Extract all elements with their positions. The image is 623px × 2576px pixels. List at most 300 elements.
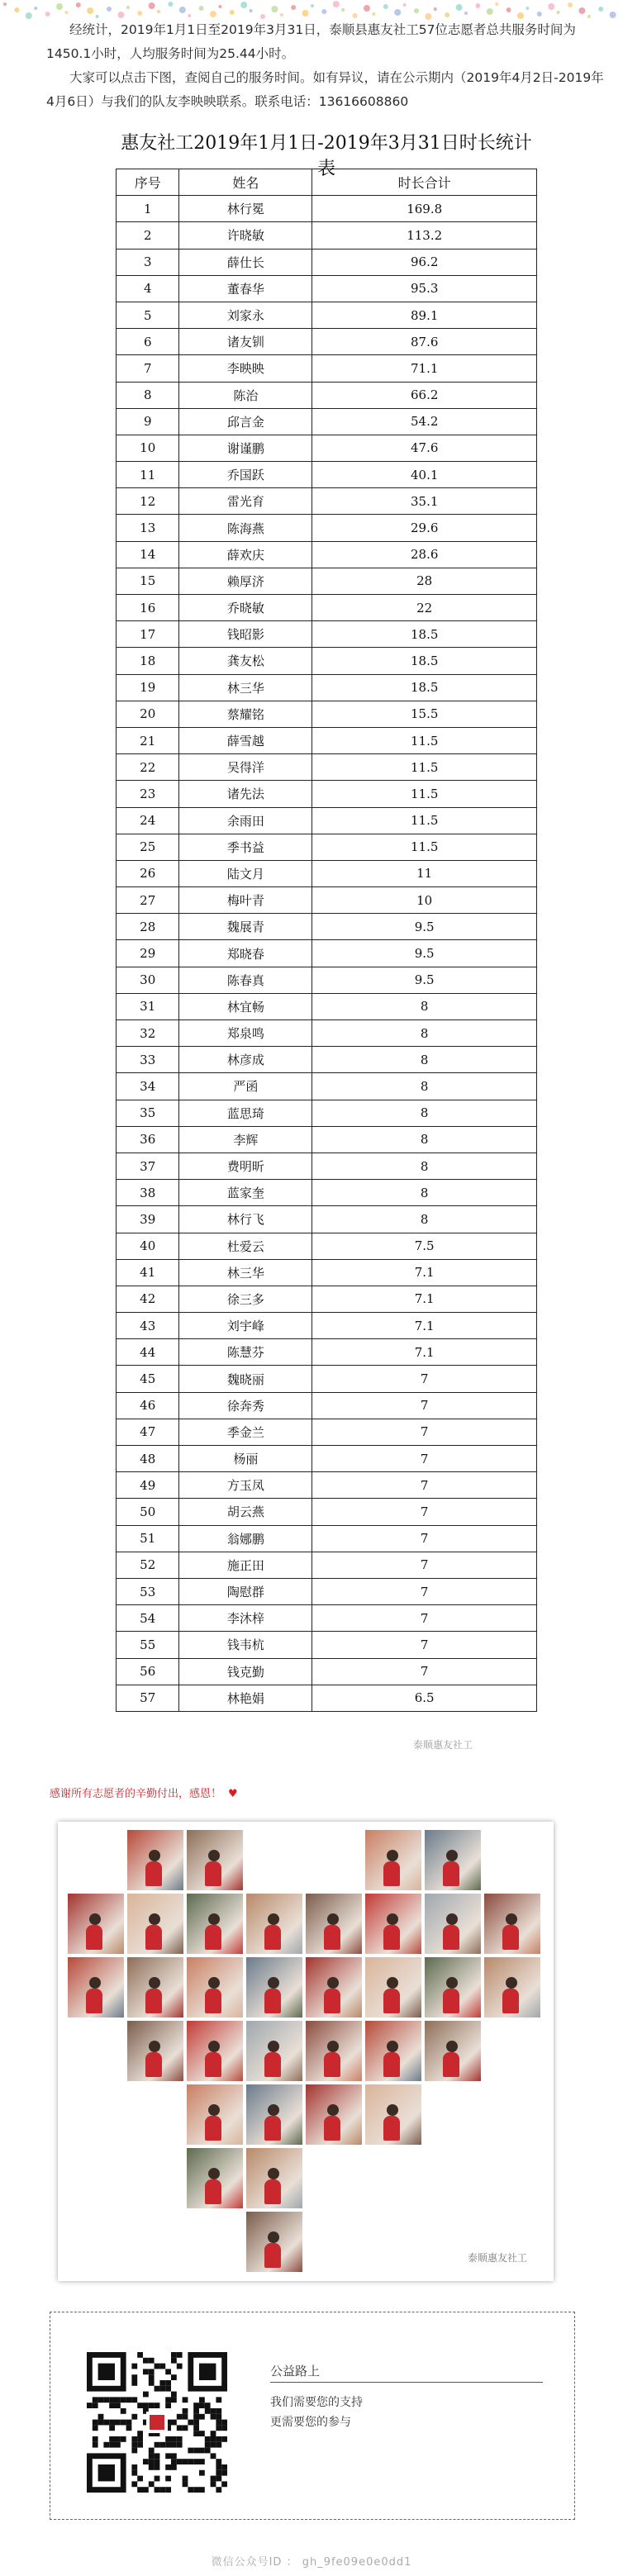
cell-index: 15: [117, 568, 179, 594]
cell-hours: 28.6: [312, 541, 537, 568]
table-row: [117, 595, 537, 621]
confetti-dot: [434, 7, 437, 11]
person-figure-head: [268, 1977, 279, 1989]
person-figure-head: [268, 2104, 279, 2116]
qr-module: [131, 2380, 137, 2386]
photo-tile[interactable]: [425, 1830, 481, 1890]
photo-tile[interactable]: [127, 1894, 183, 1954]
cell-index: 30: [117, 967, 179, 993]
person-figure-head: [268, 2041, 279, 2052]
table-row: [117, 275, 537, 302]
stats-sheet[interactable]: [116, 124, 537, 1745]
cell-hours: 7: [312, 1605, 537, 1632]
table-row: [117, 488, 537, 515]
cell-name: 诸先法: [179, 781, 312, 807]
confetti-dot: [291, 5, 296, 10]
table-row: [117, 462, 537, 488]
cell-index: 8: [117, 382, 179, 408]
heart-icon: ♥: [228, 1788, 238, 1800]
table-row: [117, 1180, 537, 1206]
table-row: [117, 1552, 537, 1578]
cell-index: 46: [117, 1392, 179, 1419]
photo-tile[interactable]: [246, 2084, 302, 2145]
qr-module: [131, 2470, 137, 2476]
qr-module: [205, 2442, 211, 2448]
qr-module: [155, 2476, 160, 2482]
person-figure-body: [443, 2052, 459, 2077]
photo-tile[interactable]: [306, 2021, 362, 2081]
qr-module: [143, 2369, 149, 2374]
cell-index: 26: [117, 860, 179, 886]
qr-module: [221, 2470, 227, 2476]
cell-name: 林行飞: [179, 1206, 312, 1233]
cell-hours: 71.1: [312, 355, 537, 382]
person-figure-body: [502, 1925, 519, 1950]
cell-index: 25: [117, 834, 179, 860]
photo-tile[interactable]: [187, 2148, 243, 2208]
qr-module: [211, 2476, 216, 2482]
cell-index: 27: [117, 887, 179, 914]
qr-module: [193, 2420, 199, 2426]
confetti-dot: [26, 12, 32, 19]
qr-module: [193, 2414, 199, 2420]
photo-tile[interactable]: [365, 2021, 421, 2081]
confetti-dot: [578, 7, 585, 14]
cell-hours: 8: [312, 1073, 537, 1100]
person-figure-head: [327, 2041, 339, 2052]
qr-module: [183, 2481, 188, 2487]
photo-tile[interactable]: [187, 2084, 243, 2145]
table-row: [117, 1446, 537, 1472]
cell-index: 53: [117, 1578, 179, 1604]
table-row: [117, 382, 537, 408]
qr-module: [93, 2420, 98, 2426]
cell-hours: 11.5: [312, 781, 537, 807]
photo-tile[interactable]: [365, 1830, 421, 1890]
cell-index: 3: [117, 249, 179, 275]
qr-module: [221, 2420, 227, 2426]
qr-module: [221, 2425, 227, 2431]
qr-module: [131, 2414, 137, 2420]
cell-hours: 11.5: [312, 807, 537, 834]
confetti-dot: [117, 12, 124, 18]
person-figure-body: [86, 1925, 102, 1950]
qr-module: [165, 2442, 171, 2448]
cell-hours: 8: [312, 1206, 537, 1233]
person-figure-body: [264, 1925, 281, 1950]
qr-module: [183, 2459, 188, 2464]
cell-name: 林宜畅: [179, 993, 312, 1019]
person-figure-body: [443, 1989, 459, 2013]
person-figure-head: [327, 2104, 339, 2116]
intro-paragraph-2: 大家可以点击下图，查阅自己的服务时间。如有异议，请在公示期内（2019年4月2日-2019年4月6日）与我们的队友李映映联系。联系电话：13616608860: [46, 70, 604, 109]
cell-index: 10: [117, 435, 179, 461]
qr-module: [193, 2431, 199, 2436]
person-figure-body: [205, 1989, 221, 2013]
cell-name: 董春华: [179, 275, 312, 302]
person-figure-body: [205, 2179, 221, 2204]
person-figure-body: [264, 2179, 281, 2204]
person-figure-body: [86, 1989, 102, 2013]
qr-module: [193, 2403, 199, 2408]
cell-name: 余雨田: [179, 807, 312, 834]
photo-tile[interactable]: [425, 1894, 481, 1954]
cell-hours: 7: [312, 1525, 537, 1552]
cell-name: 薛仕长: [179, 249, 312, 275]
qr-module: [216, 2487, 221, 2493]
person-figure-body: [383, 1989, 400, 2013]
qr-module: [155, 2464, 160, 2470]
qr-module: [121, 2408, 126, 2414]
person-figure-body: [264, 2116, 281, 2141]
person-figure-head: [387, 2104, 398, 2116]
qr-module: [159, 2386, 165, 2392]
cell-name: 蔡耀铭: [179, 701, 312, 727]
cell-hours: 89.1: [312, 302, 537, 328]
table-row: [117, 408, 537, 435]
table-row: [117, 1233, 537, 1259]
photo-tile[interactable]: [365, 1957, 421, 2018]
qr-module: [188, 2459, 193, 2464]
confetti-dot: [218, 5, 221, 8]
qr-module: [93, 2403, 98, 2408]
qr-module: [211, 2453, 216, 2459]
cell-name: 陈海燕: [179, 515, 312, 541]
photo-tile[interactable]: [425, 2021, 481, 2081]
qr-module: [177, 2436, 183, 2442]
cell-index: 56: [117, 1658, 179, 1685]
cell-index: 47: [117, 1419, 179, 1445]
slogan-title: 公益路上: [270, 2364, 321, 2379]
person-figure-head: [149, 1850, 160, 1861]
cell-index: 51: [117, 1525, 179, 1552]
qr-module: [143, 2487, 149, 2493]
cell-index: 18: [117, 648, 179, 674]
photo-tile[interactable]: [484, 1957, 540, 2018]
cell-index: 33: [117, 1047, 179, 1073]
cell-name: 蓝家奎: [179, 1180, 312, 1206]
cell-name: 严函: [179, 1073, 312, 1100]
photo-tile[interactable]: [187, 2021, 243, 2081]
cell-index: 35: [117, 1100, 179, 1126]
cell-name: 杜爱云: [179, 1233, 312, 1259]
qr-module: [115, 2420, 121, 2426]
table-row: [117, 781, 537, 807]
cell-index: 32: [117, 1020, 179, 1047]
table-row: [117, 1073, 537, 1100]
cell-hours: 11: [312, 860, 537, 886]
confetti-dot: [137, 11, 142, 16]
photo-tile[interactable]: [68, 1894, 124, 1954]
table-row: [117, 1286, 537, 1312]
confetti-dot: [107, 7, 112, 12]
confetti-dot: [568, 2, 573, 7]
footer-card: [50, 2312, 575, 2520]
account-id: 微信公众号ID ： gh_9fe09e0e0dd1: [211, 2556, 412, 2569]
photo-heart-grid[interactable]: [58, 1822, 554, 2281]
qr-module: [216, 2420, 221, 2426]
qr-module: [109, 2436, 115, 2442]
qr-module: [216, 2436, 221, 2442]
cell-name: 徐奔秀: [179, 1392, 312, 1419]
cell-name: 钱克勤: [179, 1658, 312, 1685]
photo-tile[interactable]: [127, 2021, 183, 2081]
qr-module: [149, 2358, 155, 2364]
photo-tile[interactable]: [187, 1957, 243, 2018]
table-row: [117, 701, 537, 727]
qr-module: [121, 2420, 126, 2426]
cell-name: 雷光育: [179, 488, 312, 515]
cell-index: 36: [117, 1126, 179, 1153]
photo-tile[interactable]: [365, 2084, 421, 2145]
cell-hours: 96.2: [312, 249, 537, 275]
cell-hours: 7: [312, 1446, 537, 1472]
cell-index: 50: [117, 1499, 179, 1525]
qr-module: [149, 2369, 155, 2374]
table-row: [117, 1153, 537, 1179]
cell-index: 57: [117, 1685, 179, 1711]
person-figure-head: [327, 1977, 339, 1989]
photo-tile[interactable]: [187, 1830, 243, 1890]
qr-module: [131, 2442, 137, 2448]
photo-tile[interactable]: [306, 2084, 362, 2145]
qr-module: [188, 2487, 193, 2493]
photo-tile[interactable]: [246, 2021, 302, 2081]
photo-tile[interactable]: [127, 1830, 183, 1890]
cell-name: 薛欢庆: [179, 541, 312, 568]
qr-module: [98, 2397, 104, 2403]
person-figure-head: [506, 1913, 517, 1925]
cell-index: 20: [117, 701, 179, 727]
qr-module: [143, 2358, 149, 2364]
person-figure-head: [89, 1913, 101, 1925]
cell-index: 19: [117, 674, 179, 701]
qr-module: [211, 2442, 216, 2448]
person-figure-body: [145, 1925, 162, 1950]
qr-module: [126, 2397, 132, 2403]
table-row: [117, 1339, 537, 1366]
photo-tile[interactable]: [246, 2148, 302, 2208]
cell-index: 34: [117, 1073, 179, 1100]
cell-name: 徐三多: [179, 1286, 312, 1312]
qr-module: [171, 2453, 177, 2459]
qr-module: [205, 2436, 211, 2442]
person-figure-head: [149, 2041, 160, 2052]
qr-module: [177, 2425, 183, 2431]
cell-name: 陈春真: [179, 967, 312, 993]
person-figure-head: [208, 2104, 220, 2116]
cell-name: 胡云燕: [179, 1499, 312, 1525]
qr-module: [121, 2436, 126, 2442]
cell-hours: 87.6: [312, 329, 537, 355]
photo-tile[interactable]: [246, 1957, 302, 2018]
cell-hours: 66.2: [312, 382, 537, 408]
qr-module: [131, 2448, 137, 2454]
table-row: [117, 1632, 537, 1658]
qr-finder-core: [98, 2464, 115, 2481]
cell-hours: 8: [312, 1180, 537, 1206]
cell-hours: 7.1: [312, 1286, 537, 1312]
table-row: [117, 1392, 537, 1419]
qr-module: [171, 2397, 177, 2403]
cell-index: 48: [117, 1446, 179, 1472]
cell-index: 52: [117, 1552, 179, 1578]
qr-code[interactable]: [87, 2352, 227, 2493]
cell-index: 17: [117, 621, 179, 648]
qr-module: [171, 2420, 177, 2426]
qr-module: [103, 2420, 109, 2426]
confetti-dot: [302, 10, 309, 17]
confetti-dot: [403, 3, 407, 7]
qr-module: [149, 2453, 155, 2459]
person-figure-body: [383, 2116, 400, 2141]
qr-module: [159, 2380, 165, 2386]
table-row: [117, 1525, 537, 1552]
cell-index: 7: [117, 355, 179, 382]
table-row: [117, 1419, 537, 1445]
confetti-dot: [610, 12, 616, 18]
confetti-dot: [64, 11, 68, 14]
person-figure-body: [383, 1925, 400, 1950]
cell-name: 杨丽: [179, 1446, 312, 1472]
cell-index: 29: [117, 940, 179, 967]
cell-hours: 7.1: [312, 1259, 537, 1286]
photo-tile[interactable]: [187, 1894, 243, 1954]
table-row: [117, 674, 537, 701]
cell-name: 林行冕: [179, 196, 312, 222]
confetti-dot: [414, 8, 419, 13]
qr-module: [131, 2481, 137, 2487]
confetti-dot: [383, 4, 388, 9]
stats-table-header-row: [117, 169, 537, 196]
qr-module: [165, 2380, 171, 2386]
qr-module: [183, 2425, 188, 2431]
qr-module: [131, 2464, 137, 2470]
qr-module: [199, 2448, 205, 2454]
thanks-text: 感谢所有志愿者的辛勤付出，感恩！: [50, 1788, 222, 1800]
table-row: [117, 1685, 537, 1711]
table-row: [117, 1020, 537, 1047]
cell-index: 40: [117, 1233, 179, 1259]
qr-module: [137, 2487, 143, 2493]
confetti-dot: [188, 14, 191, 17]
photo-tile[interactable]: [127, 1957, 183, 2018]
cell-hours: 8: [312, 1153, 537, 1179]
photo-tile[interactable]: [484, 1894, 540, 1954]
cell-index: 23: [117, 781, 179, 807]
qr-module: [216, 2459, 221, 2464]
confetti-dot: [548, 3, 554, 10]
person-figure-head: [268, 1913, 279, 1925]
photo-tile[interactable]: [365, 1894, 421, 1954]
table-row: [117, 621, 537, 648]
qr-module: [216, 2397, 221, 2403]
qr-module: [165, 2476, 171, 2482]
confetti-dot: [179, 7, 186, 13]
header-hours: 时长合计: [312, 169, 537, 196]
table-watermark: 泰顺惠友社工: [413, 1739, 473, 1751]
cell-hours: 22: [312, 595, 537, 621]
cell-name: 陈治: [179, 382, 312, 408]
qr-module: [165, 2436, 171, 2442]
confetti-dot: [230, 10, 235, 15]
person-figure-body: [205, 1861, 221, 1886]
photo-tile[interactable]: [246, 2212, 302, 2272]
photo-tile[interactable]: [306, 1894, 362, 1954]
cell-index: 9: [117, 408, 179, 435]
qr-module: [199, 2431, 205, 2436]
table-row: [117, 754, 537, 781]
cell-name: 刘宇峰: [179, 1313, 312, 1339]
person-figure-head: [268, 2168, 279, 2179]
cell-hours: 29.6: [312, 515, 537, 541]
cell-name: 林艳娟: [179, 1685, 312, 1711]
table-row: [117, 940, 537, 967]
qr-module: [177, 2352, 183, 2358]
qr-module: [98, 2414, 104, 2420]
photo-tile[interactable]: [68, 1957, 124, 2018]
qr-module: [165, 2487, 171, 2493]
table-row: [117, 222, 537, 249]
table-row: [117, 196, 537, 222]
cell-hours: 9.5: [312, 967, 537, 993]
person-figure-head: [208, 1850, 220, 1861]
person-figure-head: [387, 2041, 398, 2052]
header-name: 姓名: [179, 169, 312, 196]
qr-module: [87, 2403, 93, 2408]
table-row: [117, 648, 537, 674]
qr-module: [183, 2414, 188, 2420]
confetti-dot: [157, 10, 160, 13]
cell-hours: 7.1: [312, 1313, 537, 1339]
confetti-dot: [364, 5, 370, 12]
cell-hours: 15.5: [312, 701, 537, 727]
qr-module: [171, 2436, 177, 2442]
cell-hours: 40.1: [312, 462, 537, 488]
cell-name: 林三华: [179, 1259, 312, 1286]
confetti-dot: [464, 12, 468, 15]
cell-hours: 95.3: [312, 275, 537, 302]
confetti-dot: [240, 2, 247, 8]
qr-module: [171, 2392, 177, 2398]
confetti-dot: [341, 8, 345, 12]
table-row: [117, 993, 537, 1019]
photo-tile[interactable]: [306, 1957, 362, 2018]
photo-tile[interactable]: [425, 1957, 481, 2018]
person-figure-body: [264, 2243, 281, 2268]
qr-module: [109, 2397, 115, 2403]
confetti-dot: [487, 8, 493, 15]
person-figure-body: [145, 1861, 162, 1886]
photo-tile[interactable]: [246, 1894, 302, 1954]
qr-module: [165, 2397, 171, 2403]
cell-name: 刘家永: [179, 302, 312, 328]
cell-hours: 113.2: [312, 222, 537, 249]
cell-name: 薛雪越: [179, 727, 312, 753]
qr-module: [205, 2448, 211, 2454]
table-row: [117, 1578, 537, 1604]
person-figure-body: [383, 1861, 400, 1886]
cell-name: 乔晓敏: [179, 595, 312, 621]
cell-index: 45: [117, 1366, 179, 1392]
cell-index: 1: [117, 196, 179, 222]
cell-hours: 11.5: [312, 727, 537, 753]
confetti-dot: [333, 1, 340, 7]
table-row: [117, 727, 537, 753]
person-figure-head: [208, 1913, 220, 1925]
qr-module: [149, 2481, 155, 2487]
table-row: [117, 1126, 537, 1153]
